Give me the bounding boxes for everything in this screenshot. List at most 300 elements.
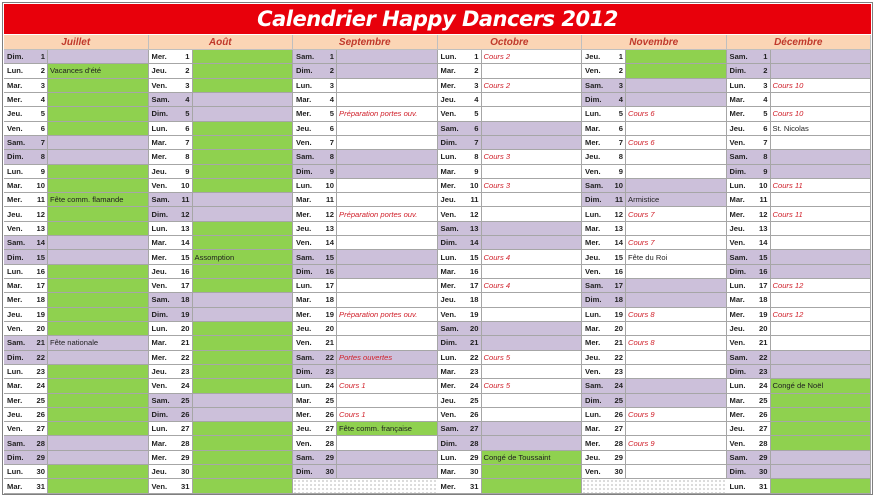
day-row[interactable] <box>293 293 438 307</box>
day-row[interactable] <box>149 279 294 293</box>
event-cell[interactable] <box>336 50 438 63</box>
day-row[interactable] <box>4 179 149 193</box>
event-label[interactable]: Cours 6 <box>625 136 727 149</box>
event-label[interactable]: Cours 1 <box>336 408 438 421</box>
day-row[interactable] <box>727 465 872 479</box>
event-cell[interactable] <box>770 451 872 464</box>
day-row[interactable] <box>4 136 149 150</box>
event-label[interactable]: Cours 8 <box>625 336 727 349</box>
event-cell[interactable] <box>336 336 438 349</box>
day-row[interactable] <box>727 408 872 422</box>
day-row[interactable] <box>438 465 583 479</box>
day-row[interactable] <box>293 351 438 365</box>
event-cell[interactable] <box>192 79 294 92</box>
day-row[interactable] <box>727 107 872 121</box>
event-cell[interactable] <box>47 79 149 92</box>
day-row[interactable] <box>149 207 294 221</box>
day-row[interactable] <box>582 50 727 64</box>
event-cell[interactable] <box>47 479 149 492</box>
day-row[interactable] <box>582 165 727 179</box>
day-row[interactable] <box>727 64 872 78</box>
day-row[interactable] <box>582 336 727 350</box>
event-cell[interactable] <box>336 465 438 478</box>
empty-day-cell[interactable] <box>293 479 438 493</box>
event-cell[interactable] <box>47 93 149 106</box>
event-label[interactable]: Congé de Noël <box>770 379 872 392</box>
day-row[interactable] <box>149 50 294 64</box>
event-cell[interactable] <box>481 107 583 120</box>
day-row[interactable] <box>727 93 872 107</box>
event-cell[interactable] <box>481 207 583 220</box>
day-row[interactable] <box>438 50 583 64</box>
day-row[interactable] <box>438 265 583 279</box>
event-cell[interactable] <box>625 179 727 192</box>
day-row[interactable] <box>438 279 583 293</box>
event-label[interactable]: Cours 12 <box>770 279 872 292</box>
day-row[interactable] <box>149 422 294 436</box>
day-row[interactable] <box>727 250 872 264</box>
event-cell[interactable] <box>47 465 149 478</box>
day-row[interactable] <box>149 165 294 179</box>
event-cell[interactable] <box>336 136 438 149</box>
event-label[interactable]: Assomption <box>192 250 294 263</box>
event-cell[interactable] <box>481 479 583 492</box>
day-row[interactable] <box>438 351 583 365</box>
day-row[interactable] <box>293 279 438 293</box>
event-cell[interactable] <box>770 165 872 178</box>
day-row[interactable] <box>727 422 872 436</box>
event-cell[interactable] <box>336 236 438 249</box>
event-cell[interactable] <box>47 265 149 278</box>
day-row[interactable] <box>438 150 583 164</box>
event-cell[interactable] <box>192 179 294 192</box>
event-cell[interactable] <box>770 365 872 378</box>
day-row[interactable] <box>293 365 438 379</box>
event-label[interactable]: Fête du Roi <box>625 250 727 263</box>
day-row[interactable] <box>727 479 872 493</box>
event-label[interactable]: Fête nationale <box>47 336 149 349</box>
day-row[interactable] <box>582 222 727 236</box>
event-cell[interactable] <box>336 250 438 263</box>
day-row[interactable] <box>149 351 294 365</box>
event-label[interactable]: Cours 4 <box>481 250 583 263</box>
event-cell[interactable] <box>481 122 583 135</box>
day-row[interactable] <box>149 136 294 150</box>
event-cell[interactable] <box>47 222 149 235</box>
event-cell[interactable] <box>192 122 294 135</box>
event-cell[interactable] <box>47 122 149 135</box>
day-row[interactable] <box>727 308 872 322</box>
event-cell[interactable] <box>481 265 583 278</box>
day-row[interactable] <box>4 207 149 221</box>
day-row[interactable] <box>293 179 438 193</box>
event-cell[interactable] <box>47 365 149 378</box>
event-cell[interactable] <box>625 351 727 364</box>
event-label[interactable]: Cours 9 <box>625 436 727 449</box>
event-cell[interactable] <box>336 394 438 407</box>
day-row[interactable] <box>727 207 872 221</box>
day-row[interactable] <box>293 250 438 264</box>
event-cell[interactable] <box>625 322 727 335</box>
day-row[interactable] <box>727 150 872 164</box>
event-cell[interactable] <box>481 322 583 335</box>
day-row[interactable] <box>149 365 294 379</box>
day-row[interactable] <box>293 394 438 408</box>
event-cell[interactable] <box>625 451 727 464</box>
event-label[interactable]: Cours 2 <box>481 79 583 92</box>
event-cell[interactable] <box>47 436 149 449</box>
event-cell[interactable] <box>192 351 294 364</box>
event-cell[interactable] <box>192 394 294 407</box>
event-cell[interactable] <box>47 293 149 306</box>
day-row[interactable] <box>293 122 438 136</box>
day-row[interactable] <box>293 107 438 121</box>
event-cell[interactable] <box>192 207 294 220</box>
day-row[interactable] <box>582 293 727 307</box>
day-row[interactable] <box>727 193 872 207</box>
day-row[interactable] <box>582 250 727 264</box>
day-row[interactable] <box>293 322 438 336</box>
event-cell[interactable] <box>625 394 727 407</box>
event-cell[interactable] <box>336 179 438 192</box>
day-row[interactable] <box>4 422 149 436</box>
day-row[interactable] <box>582 207 727 221</box>
day-row[interactable] <box>293 50 438 64</box>
event-label[interactable]: Cours 2 <box>481 50 583 63</box>
event-label[interactable]: Cours 7 <box>625 207 727 220</box>
event-cell[interactable] <box>47 451 149 464</box>
day-row[interactable] <box>4 308 149 322</box>
event-cell[interactable] <box>481 193 583 206</box>
event-cell[interactable] <box>336 451 438 464</box>
event-label[interactable]: Cours 3 <box>481 179 583 192</box>
day-row[interactable] <box>438 379 583 393</box>
day-row[interactable] <box>4 322 149 336</box>
event-label[interactable]: Fête comm. flamande <box>47 193 149 206</box>
day-row[interactable] <box>293 236 438 250</box>
event-cell[interactable] <box>192 279 294 292</box>
event-cell[interactable] <box>47 107 149 120</box>
day-row[interactable] <box>4 165 149 179</box>
event-label[interactable]: Cours 12 <box>770 308 872 321</box>
day-row[interactable] <box>438 422 583 436</box>
event-cell[interactable] <box>192 150 294 163</box>
event-label[interactable]: Congé de Toussaint <box>481 451 583 464</box>
event-cell[interactable] <box>336 64 438 77</box>
event-cell[interactable] <box>336 265 438 278</box>
event-cell[interactable] <box>625 50 727 63</box>
day-row[interactable] <box>438 436 583 450</box>
day-row[interactable] <box>4 193 149 207</box>
day-row[interactable] <box>727 379 872 393</box>
day-row[interactable] <box>149 394 294 408</box>
day-row[interactable] <box>149 79 294 93</box>
day-row[interactable] <box>293 308 438 322</box>
event-cell[interactable] <box>770 479 872 492</box>
event-label[interactable]: Cours 9 <box>625 408 727 421</box>
event-cell[interactable] <box>770 422 872 435</box>
event-cell[interactable] <box>770 222 872 235</box>
event-cell[interactable] <box>192 236 294 249</box>
day-row[interactable] <box>582 150 727 164</box>
day-row[interactable] <box>727 279 872 293</box>
event-cell[interactable] <box>770 465 872 478</box>
event-cell[interactable] <box>47 379 149 392</box>
day-row[interactable] <box>582 193 727 207</box>
event-cell[interactable] <box>47 279 149 292</box>
day-row[interactable] <box>582 179 727 193</box>
event-cell[interactable] <box>481 365 583 378</box>
event-cell[interactable] <box>770 293 872 306</box>
day-row[interactable] <box>149 293 294 307</box>
event-cell[interactable] <box>625 465 727 478</box>
day-row[interactable] <box>438 93 583 107</box>
day-row[interactable] <box>149 408 294 422</box>
event-label[interactable]: Cours 6 <box>625 107 727 120</box>
day-row[interactable] <box>438 408 583 422</box>
event-cell[interactable] <box>192 107 294 120</box>
event-label[interactable]: Préparation portes ouv. <box>336 207 438 220</box>
day-row[interactable] <box>293 465 438 479</box>
event-cell[interactable] <box>192 322 294 335</box>
event-cell[interactable] <box>192 64 294 77</box>
event-cell[interactable] <box>47 165 149 178</box>
event-label[interactable]: Cours 10 <box>770 107 872 120</box>
day-row[interactable] <box>293 193 438 207</box>
event-cell[interactable] <box>192 451 294 464</box>
day-row[interactable] <box>582 408 727 422</box>
event-cell[interactable] <box>481 165 583 178</box>
day-row[interactable] <box>149 64 294 78</box>
event-label[interactable]: Cours 10 <box>770 79 872 92</box>
event-cell[interactable] <box>481 422 583 435</box>
day-row[interactable] <box>4 93 149 107</box>
day-row[interactable] <box>438 79 583 93</box>
day-row[interactable] <box>293 93 438 107</box>
event-label[interactable]: Cours 5 <box>481 351 583 364</box>
day-row[interactable] <box>4 351 149 365</box>
event-cell[interactable] <box>336 93 438 106</box>
day-row[interactable] <box>4 408 149 422</box>
day-row[interactable] <box>727 50 872 64</box>
day-row[interactable] <box>149 479 294 493</box>
event-cell[interactable] <box>770 50 872 63</box>
day-row[interactable] <box>438 165 583 179</box>
day-row[interactable] <box>149 236 294 250</box>
event-cell[interactable] <box>481 222 583 235</box>
event-cell[interactable] <box>770 436 872 449</box>
event-cell[interactable] <box>192 222 294 235</box>
event-cell[interactable] <box>192 465 294 478</box>
day-row[interactable] <box>4 451 149 465</box>
day-row[interactable] <box>582 136 727 150</box>
event-cell[interactable] <box>625 150 727 163</box>
event-cell[interactable] <box>625 165 727 178</box>
event-cell[interactable] <box>336 279 438 292</box>
day-row[interactable] <box>4 436 149 450</box>
day-row[interactable] <box>293 207 438 221</box>
day-row[interactable] <box>438 308 583 322</box>
event-cell[interactable] <box>481 93 583 106</box>
day-row[interactable] <box>4 236 149 250</box>
day-row[interactable] <box>4 265 149 279</box>
day-row[interactable] <box>149 107 294 121</box>
day-row[interactable] <box>727 122 872 136</box>
event-cell[interactable] <box>192 136 294 149</box>
day-row[interactable] <box>293 422 438 436</box>
day-row[interactable] <box>149 250 294 264</box>
day-row[interactable] <box>727 336 872 350</box>
event-cell[interactable] <box>47 236 149 249</box>
day-row[interactable] <box>438 250 583 264</box>
event-label[interactable]: Cours 3 <box>481 150 583 163</box>
day-row[interactable] <box>438 336 583 350</box>
event-cell[interactable] <box>192 408 294 421</box>
event-label[interactable]: Cours 11 <box>770 207 872 220</box>
event-cell[interactable] <box>47 408 149 421</box>
day-row[interactable] <box>293 222 438 236</box>
event-cell[interactable] <box>625 379 727 392</box>
event-cell[interactable] <box>47 250 149 263</box>
event-label[interactable]: Armistice <box>625 193 727 206</box>
event-cell[interactable] <box>47 179 149 192</box>
day-row[interactable] <box>582 436 727 450</box>
day-row[interactable] <box>149 265 294 279</box>
event-cell[interactable] <box>192 265 294 278</box>
day-row[interactable] <box>727 165 872 179</box>
event-cell[interactable] <box>481 136 583 149</box>
event-cell[interactable] <box>336 365 438 378</box>
event-cell[interactable] <box>192 379 294 392</box>
event-cell[interactable] <box>481 236 583 249</box>
day-row[interactable] <box>582 422 727 436</box>
day-row[interactable] <box>4 107 149 121</box>
day-row[interactable] <box>582 64 727 78</box>
event-cell[interactable] <box>192 193 294 206</box>
event-cell[interactable] <box>192 336 294 349</box>
day-row[interactable] <box>438 236 583 250</box>
event-cell[interactable] <box>192 422 294 435</box>
day-row[interactable] <box>438 179 583 193</box>
event-cell[interactable] <box>770 250 872 263</box>
event-cell[interactable] <box>481 465 583 478</box>
day-row[interactable] <box>438 322 583 336</box>
day-row[interactable] <box>727 79 872 93</box>
event-cell[interactable] <box>192 308 294 321</box>
day-row[interactable] <box>438 107 583 121</box>
day-row[interactable] <box>438 394 583 408</box>
day-row[interactable] <box>727 136 872 150</box>
day-row[interactable] <box>149 322 294 336</box>
day-row[interactable] <box>293 336 438 350</box>
day-row[interactable] <box>438 479 583 493</box>
day-row[interactable] <box>4 293 149 307</box>
day-row[interactable] <box>293 79 438 93</box>
day-row[interactable] <box>438 293 583 307</box>
event-cell[interactable] <box>625 265 727 278</box>
event-cell[interactable] <box>47 207 149 220</box>
day-row[interactable] <box>727 179 872 193</box>
day-row[interactable] <box>4 279 149 293</box>
day-row[interactable] <box>582 79 727 93</box>
day-row[interactable] <box>4 79 149 93</box>
day-row[interactable] <box>4 465 149 479</box>
day-row[interactable] <box>4 50 149 64</box>
day-row[interactable] <box>727 451 872 465</box>
day-row[interactable] <box>727 394 872 408</box>
day-row[interactable] <box>149 122 294 136</box>
day-row[interactable] <box>293 136 438 150</box>
day-row[interactable] <box>582 365 727 379</box>
event-cell[interactable] <box>770 193 872 206</box>
day-row[interactable] <box>4 379 149 393</box>
event-cell[interactable] <box>770 93 872 106</box>
day-row[interactable] <box>582 451 727 465</box>
event-label[interactable]: Préparation portes ouv. <box>336 308 438 321</box>
event-cell[interactable] <box>336 322 438 335</box>
event-cell[interactable] <box>47 50 149 63</box>
day-row[interactable] <box>293 265 438 279</box>
event-label[interactable]: St. Nicolas <box>770 122 872 135</box>
day-row[interactable] <box>149 451 294 465</box>
event-label[interactable]: Cours 11 <box>770 179 872 192</box>
day-row[interactable] <box>727 351 872 365</box>
event-cell[interactable] <box>47 422 149 435</box>
day-row[interactable] <box>293 379 438 393</box>
empty-day-cell[interactable] <box>582 479 727 493</box>
day-row[interactable] <box>727 265 872 279</box>
day-row[interactable] <box>582 394 727 408</box>
day-row[interactable] <box>293 408 438 422</box>
day-row[interactable] <box>293 436 438 450</box>
day-row[interactable] <box>582 379 727 393</box>
event-cell[interactable] <box>770 136 872 149</box>
event-label[interactable]: Cours 5 <box>481 379 583 392</box>
event-cell[interactable] <box>47 308 149 321</box>
event-cell[interactable] <box>770 351 872 364</box>
event-cell[interactable] <box>336 122 438 135</box>
day-row[interactable] <box>438 122 583 136</box>
day-row[interactable] <box>438 64 583 78</box>
day-row[interactable] <box>582 465 727 479</box>
day-row[interactable] <box>582 122 727 136</box>
day-row[interactable] <box>293 150 438 164</box>
event-cell[interactable] <box>481 336 583 349</box>
day-row[interactable] <box>149 222 294 236</box>
day-row[interactable] <box>149 308 294 322</box>
event-cell[interactable] <box>770 64 872 77</box>
event-cell[interactable] <box>336 193 438 206</box>
event-label[interactable]: Vacances d'été <box>47 64 149 77</box>
day-row[interactable] <box>149 436 294 450</box>
day-row[interactable] <box>293 451 438 465</box>
event-cell[interactable] <box>625 122 727 135</box>
day-row[interactable] <box>4 365 149 379</box>
event-cell[interactable] <box>625 93 727 106</box>
event-cell[interactable] <box>192 50 294 63</box>
event-cell[interactable] <box>625 64 727 77</box>
event-cell[interactable] <box>47 394 149 407</box>
event-label[interactable]: Cours 4 <box>481 279 583 292</box>
event-cell[interactable] <box>481 64 583 77</box>
event-label[interactable]: Préparation portes ouv. <box>336 107 438 120</box>
event-cell[interactable] <box>625 293 727 306</box>
day-row[interactable] <box>582 93 727 107</box>
event-cell[interactable] <box>770 394 872 407</box>
day-row[interactable] <box>727 293 872 307</box>
event-cell[interactable] <box>47 351 149 364</box>
event-cell[interactable] <box>192 479 294 492</box>
